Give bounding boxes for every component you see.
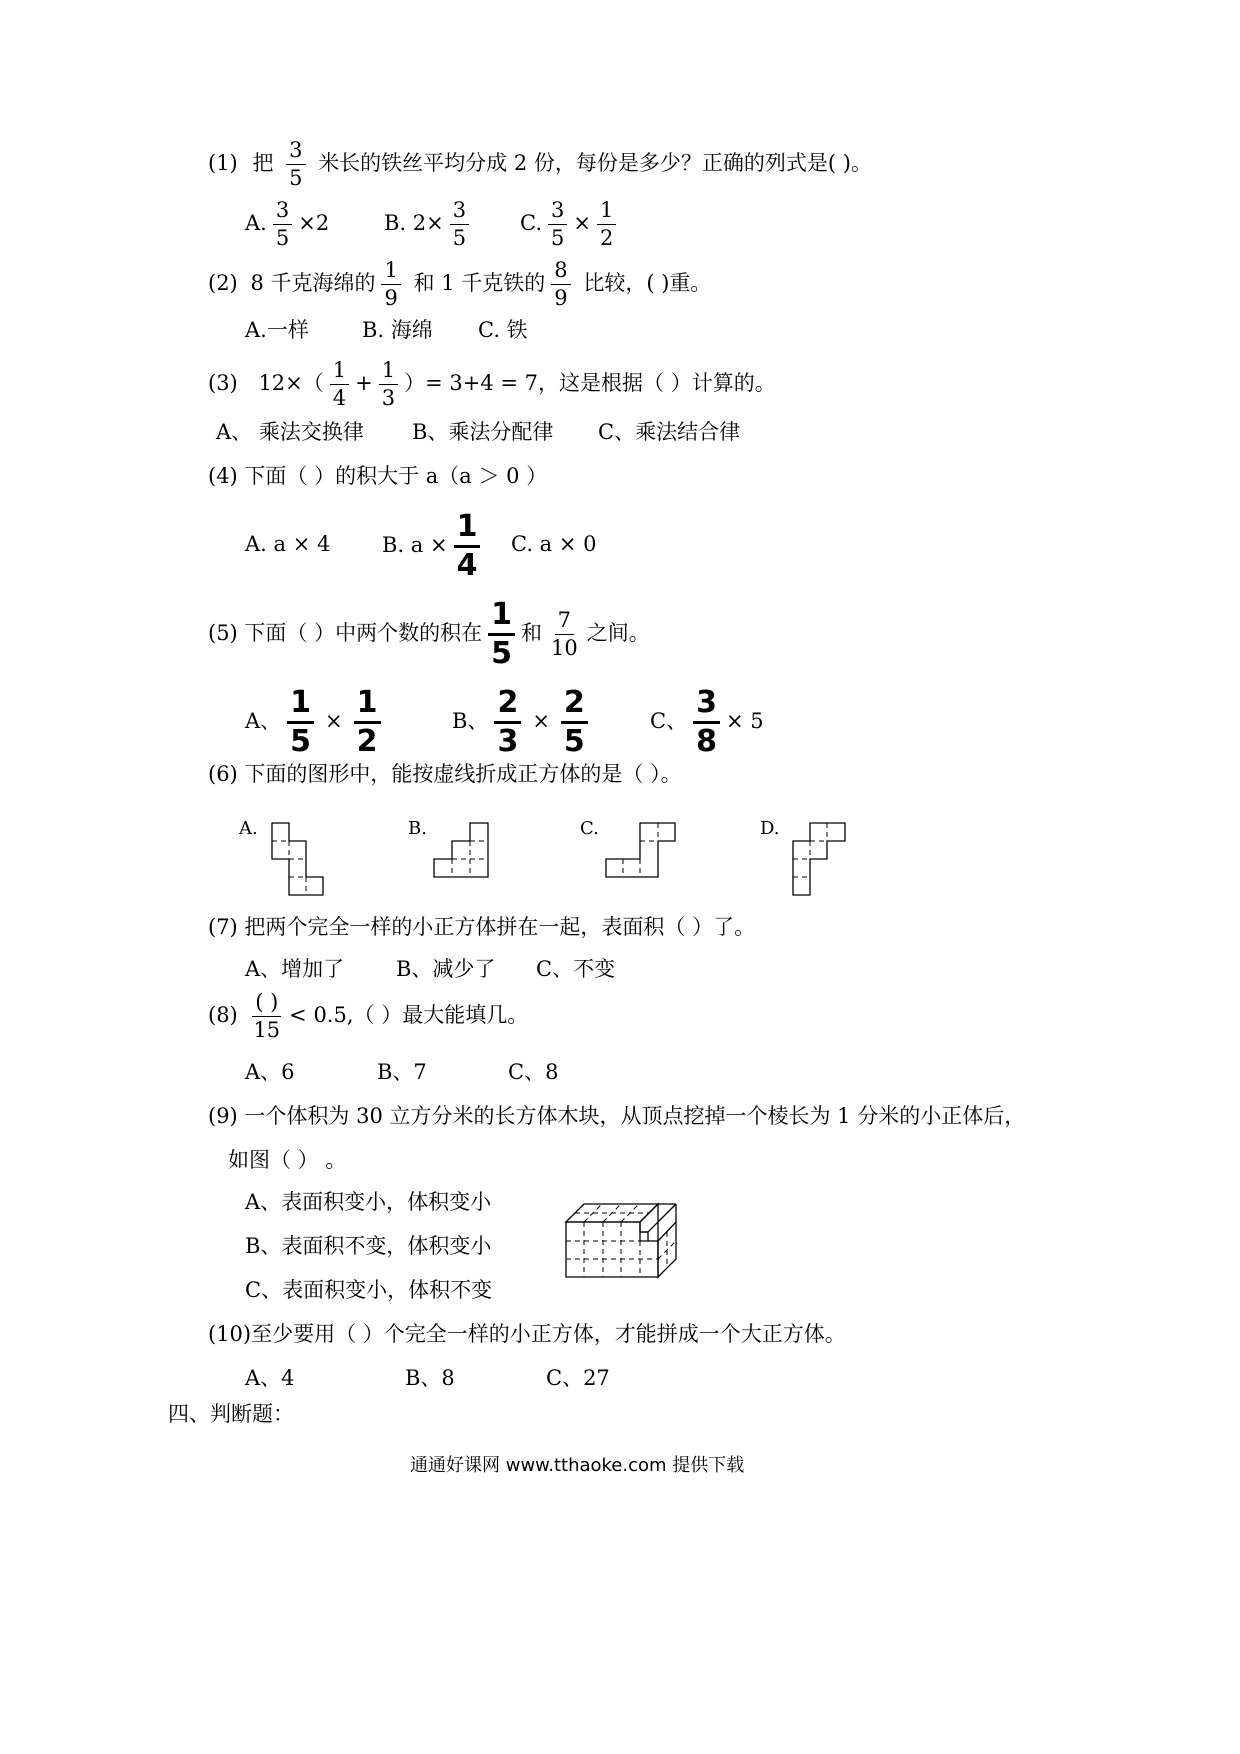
q8-option-b[interactable]: B、7 — [377, 1060, 427, 1084]
q4-option-a[interactable]: A. a × 4 — [245, 532, 331, 556]
q7-line: (7) 把两个完全一样的小正方体拼在一起，表面积（ ）了。 — [208, 915, 756, 939]
q9-option-a[interactable]: A、表面积变小，体积变小 — [245, 1190, 492, 1214]
q10-option-c[interactable]: C、27 — [546, 1366, 610, 1390]
q1-fraction: $\frac{3}{5}$ — [286, 140, 305, 189]
q10-line: (10)至少要用（ ）个完全一样的小正方体，才能拼成一个大正方体。 — [208, 1322, 846, 1346]
q3-option-b[interactable]: B、乘法分配律 — [412, 420, 554, 444]
q2-option-b[interactable]: B. 海绵 — [362, 318, 433, 342]
q2-option-a[interactable]: A.一样 — [245, 318, 309, 342]
q8-option-c[interactable]: C、8 — [508, 1060, 559, 1084]
q6-label-b[interactable]: B. — [408, 818, 427, 839]
q6-label-c[interactable]: C. — [580, 818, 599, 839]
q4-option-b[interactable]: B. a × $\frac{1}{4}$ — [382, 512, 486, 581]
q4-option-c[interactable]: C. a × 0 — [511, 532, 597, 556]
q1-post: 米长的铁丝平均分成 2 份，每份是多少？正确的列式是( )。 — [318, 151, 872, 175]
q5-option-b[interactable]: B、 $\frac{2}{3}$ × $\frac{2}{5}$ — [452, 688, 594, 757]
q1-option-c[interactable]: C. $\frac{3}{5}$ × $\frac{1}{2}$ — [520, 200, 622, 249]
q5-line: (5) 下面（ ）中两个数的积在 $\frac{1}{5}$ 和 $\frac{7}{10}$ 之间。 — [208, 597, 650, 671]
q5-option-c[interactable]: C、 $\frac{3}{8}$ × 5 — [650, 685, 764, 759]
q6-label-d[interactable]: D. — [760, 818, 780, 839]
q6-label-a[interactable]: A. — [239, 818, 258, 839]
q1-number: (1) — [208, 151, 238, 175]
q10-option-b[interactable]: B、8 — [405, 1366, 455, 1390]
q9-line1: (9) 一个体积为 30 立方分米的长方体木块，从顶点挖掉一个棱长为 1 分米的小正体后， — [208, 1104, 1026, 1128]
q1-option-a[interactable]: A. $\frac{3}{5}$ ×2 — [245, 198, 330, 250]
q7-option-c[interactable]: C、不变 — [536, 957, 616, 981]
q10-option-a[interactable]: A、4 — [245, 1366, 295, 1390]
section-heading: 四、判断题： — [168, 1402, 294, 1426]
q8-option-a[interactable]: A、6 — [245, 1060, 295, 1084]
q8-line: (8) $\frac{( )}{15}$ < 0.5,（ ）最大能填几。 — [208, 990, 529, 1042]
page-footer: 通通好课网 www.tthaoke.com 提供下载 — [410, 1455, 745, 1476]
q1-option-b[interactable]: B. 2× $\frac{3}{5}$ — [384, 200, 475, 249]
q6-line: (6) 下面的图形中，能按虚线折成正方体的是（ ）。 — [208, 762, 682, 786]
q1-pre: 把 — [252, 151, 274, 175]
q7-option-a[interactable]: A、增加了 — [245, 957, 345, 981]
q3-option-c[interactable]: C、乘法结合律 — [598, 420, 741, 444]
q7-option-b[interactable]: B、减少了 — [396, 957, 496, 981]
q3-line: (3) 12×（ $\frac{1}{4}$ + $\frac{1}{3}$ ）= 3+4 = 7，这是根据（ ）计算的。 — [208, 358, 776, 410]
q5-option-a[interactable]: A、 $\frac{1}{5}$ × $\frac{1}{2}$ — [245, 688, 387, 757]
q3-option-a[interactable]: A、 乘法交换律 — [216, 420, 364, 444]
q9-option-b[interactable]: B、表面积不变，体积变小 — [245, 1234, 492, 1258]
q2-option-c[interactable]: C. 铁 — [478, 318, 528, 342]
q4-line: (4) 下面（ ）的积大于 a（a ＞ 0 ） — [208, 464, 548, 488]
q2-line: (2) 8 千克海绵的 $\frac{1}{9}$ 和 1 千克铁的 $\frac{8}{9}$ 比较，( )重。 — [208, 258, 712, 310]
q9-option-c[interactable]: C、表面积变小，体积不变 — [245, 1278, 493, 1302]
q9-line2: 如图（ ） 。 — [228, 1148, 347, 1172]
q8-fraction: $\frac{( )}{15}$ — [253, 990, 281, 1042]
